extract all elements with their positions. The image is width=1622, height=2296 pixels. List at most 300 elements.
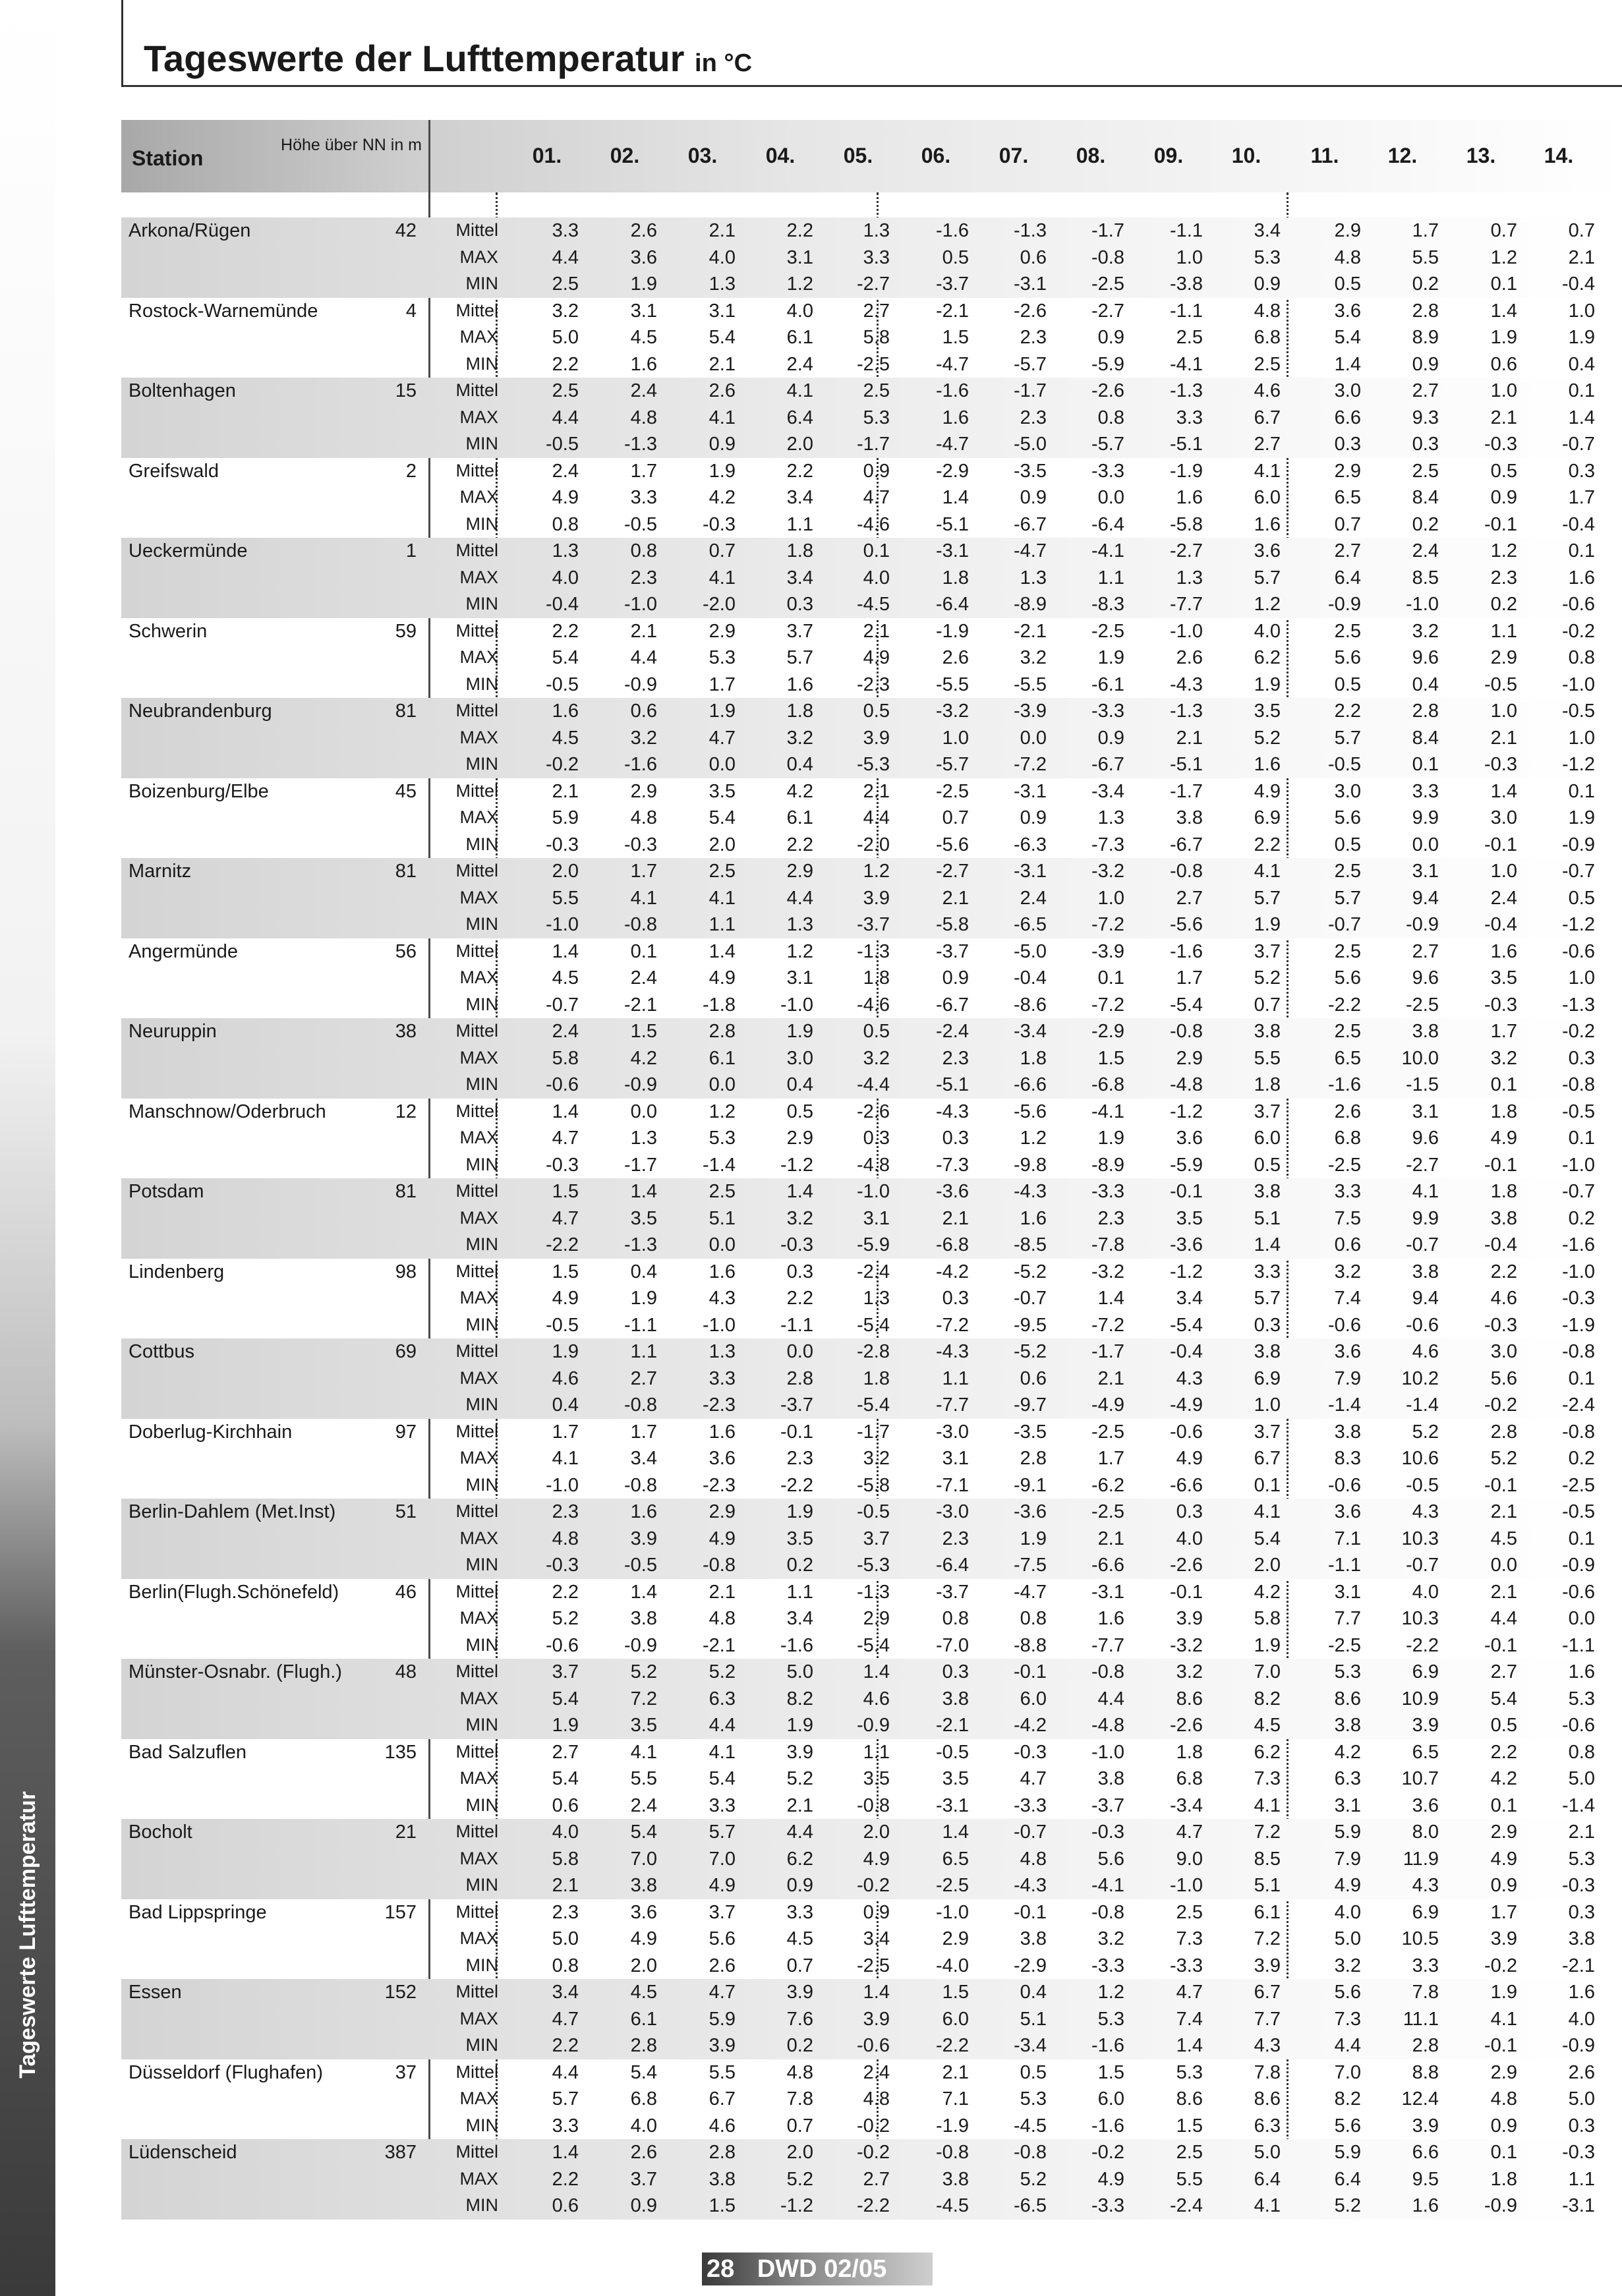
temperature-value: -2.6 <box>1170 1715 1203 1736</box>
temperature-value: -3.4 <box>1170 1794 1203 1816</box>
temperature-value: 4.9 <box>1490 1848 1517 1870</box>
temperature-value: -5.2 <box>1014 1341 1047 1362</box>
temperature-value: 1.0 <box>1568 967 1595 989</box>
temperature-value: 0.8 <box>630 540 657 561</box>
temperature-value: 3.1 <box>1334 1794 1361 1816</box>
temperature-value: 1.2 <box>709 1101 736 1122</box>
temperature-value: 3.4 <box>630 1448 657 1469</box>
temperature-value: 3.5 <box>630 1207 657 1229</box>
temperature-value: 5.3 <box>1097 2008 1124 2030</box>
temperature-value: -1.0 <box>1170 1875 1203 1896</box>
temperature-value: 2.2 <box>786 1288 813 1309</box>
temperature-value: -5.8 <box>1170 513 1203 535</box>
temperature-value: 4.9 <box>552 487 579 508</box>
temperature-value: 1.2 <box>1254 594 1281 615</box>
table-row-min <box>0 2113 1622 2140</box>
temperature-value: 2.7 <box>1334 540 1361 561</box>
temperature-value: 6.5 <box>1412 1741 1439 1763</box>
temperature-value: 5.2 <box>709 1661 736 1682</box>
temperature-value: 8.4 <box>1412 727 1439 749</box>
temperature-value: 2.8 <box>709 1021 736 1042</box>
temperature-value: 2.5 <box>552 273 579 295</box>
temperature-value: 4.3 <box>709 1288 736 1309</box>
temperature-value: 5.4 <box>552 647 579 668</box>
row-type-label: Mittel <box>455 1101 498 1121</box>
temperature-value: 2.6 <box>1334 1101 1361 1122</box>
temperature-value: -6.4 <box>936 1555 969 1576</box>
temperature-value: -4.3 <box>1170 674 1203 695</box>
day-header: 04. <box>765 144 796 167</box>
temperature-value: 6.2 <box>786 1848 813 1870</box>
temperature-value: 2.5 <box>552 380 579 401</box>
temperature-value: 2.7 <box>1176 887 1203 909</box>
temperature-value: -0.5 <box>1406 1474 1439 1496</box>
temperature-value: 4.1 <box>630 1741 657 1763</box>
temperature-value: -0.3 <box>1562 2142 1595 2163</box>
row-type-label: MIN <box>465 353 498 374</box>
temperature-value: 2.3 <box>1097 1207 1124 1229</box>
table-row-min <box>0 911 1622 938</box>
temperature-value: 6.5 <box>942 1848 969 1870</box>
temperature-value: -9.8 <box>1014 1154 1047 1176</box>
temperature-value: 2.5 <box>1176 1901 1203 1923</box>
row-type-label: Mittel <box>455 620 498 641</box>
temperature-value: 2.5 <box>1176 2142 1203 2163</box>
temperature-value: -6.7 <box>1014 513 1047 535</box>
temperature-value: -0.8 <box>1562 1421 1595 1443</box>
temperature-value: -5.8 <box>936 914 969 935</box>
row-type-label: Mittel <box>455 780 498 801</box>
temperature-value: 1.1 <box>863 1741 890 1763</box>
temperature-value: -0.7 <box>546 994 579 1016</box>
temperature-value: -0.9 <box>624 674 657 695</box>
temperature-value: 0.2 <box>1490 594 1517 615</box>
temperature-value: 4.9 <box>1254 780 1281 802</box>
temperature-value: 0.2 <box>786 2035 813 2056</box>
temperature-value: 1.1 <box>1490 620 1517 642</box>
temperature-value: 0.2 <box>1412 513 1439 535</box>
temperature-value: 5.3 <box>709 647 736 668</box>
temperature-value: 7.8 <box>1412 1982 1439 2003</box>
table-row-min <box>0 511 1622 538</box>
temperature-value: 5.3 <box>1568 1848 1595 1870</box>
temperature-value: 1.3 <box>552 540 579 561</box>
temperature-value: 3.2 <box>1097 1928 1124 1949</box>
temperature-value: 0.4 <box>1568 353 1595 375</box>
station-name: Manschnow/Oderbruch <box>129 1101 326 1122</box>
temperature-value: -1.0 <box>1562 1154 1595 1176</box>
temperature-value: 0.1 <box>1490 1074 1517 1095</box>
temperature-value: -7.7 <box>1091 1634 1124 1656</box>
temperature-value: -0.3 <box>780 1234 813 1255</box>
row-type-label: MAX <box>459 647 498 667</box>
temperature-value: 6.4 <box>1334 567 1361 588</box>
temperature-value: 1.8 <box>942 567 969 588</box>
day-header: 05. <box>843 144 873 167</box>
temperature-value: 3.2 <box>1334 1261 1361 1282</box>
temperature-value: 4.4 <box>630 647 657 668</box>
temperature-value: -2.5 <box>857 353 890 375</box>
temperature-value: 2.1 <box>1097 1528 1124 1549</box>
row-type-label: MIN <box>465 674 498 694</box>
temperature-value: 6.1 <box>709 1047 736 1069</box>
row-type-label: MAX <box>459 246 498 267</box>
temperature-value: 1.0 <box>1568 727 1595 749</box>
side-label-text: Tageswerte Lufttemperatur <box>14 1791 40 2079</box>
temperature-value: 4.8 <box>709 1608 736 1629</box>
temperature-value: 1.9 <box>786 1021 813 1042</box>
row-type-label: MAX <box>459 1207 498 1228</box>
station-height: 135 <box>384 1741 417 1763</box>
station-name: Greifswald <box>129 460 219 482</box>
temperature-value: 1.2 <box>1020 1128 1047 1149</box>
temperature-value: 3.6 <box>1334 1501 1361 1522</box>
row-type-label: MIN <box>465 1154 498 1174</box>
temperature-value: 1.9 <box>1254 914 1281 935</box>
temperature-value: 1.5 <box>942 1982 969 2003</box>
temperature-value: 0.9 <box>942 967 969 989</box>
table-row-mittel <box>0 858 1622 885</box>
temperature-value: 0.6 <box>1490 353 1517 375</box>
row-type-label: MIN <box>465 434 498 453</box>
temperature-value: 4.0 <box>863 567 890 588</box>
temperature-value: 3.7 <box>786 620 813 642</box>
temperature-value: -1.7 <box>857 1421 890 1443</box>
temperature-value: 4.6 <box>1412 1341 1439 1362</box>
temperature-value: 0.5 <box>1334 273 1361 295</box>
station-height: 81 <box>395 1181 417 1202</box>
temperature-value: 2.7 <box>552 1741 579 1763</box>
temperature-value: 0.5 <box>942 246 969 268</box>
temperature-value: 2.1 <box>709 353 736 375</box>
table-row-min <box>0 751 1622 778</box>
temperature-value: -4.4 <box>857 1074 890 1095</box>
temperature-value: 3.5 <box>630 1715 657 1736</box>
temperature-value: -1.2 <box>1562 914 1595 935</box>
temperature-value: 0.3 <box>1334 434 1361 455</box>
temperature-value: -5.1 <box>936 513 969 535</box>
temperature-value: 4.3 <box>1176 1367 1203 1389</box>
station-height: 38 <box>395 1021 417 1042</box>
temperature-value: 2.5 <box>1176 327 1203 348</box>
temperature-value: 3.9 <box>863 2008 890 2030</box>
temperature-value: -0.1 <box>1484 1474 1517 1496</box>
temperature-value: 7.3 <box>1176 1928 1203 1949</box>
temperature-value: 4.9 <box>709 1875 736 1896</box>
temperature-value: 6.4 <box>1334 2168 1361 2190</box>
temperature-value: -1.7 <box>1170 780 1203 802</box>
temperature-value: 2.4 <box>552 1021 579 1042</box>
temperature-value: 0.3 <box>1254 1314 1281 1336</box>
temperature-value: 3.4 <box>786 487 813 508</box>
row-type-label: Mittel <box>455 2142 498 2162</box>
row-type-label: MAX <box>459 967 498 987</box>
temperature-value: 2.9 <box>630 780 657 802</box>
temperature-value: -3.5 <box>1014 1421 1047 1443</box>
temperature-value: -1.1 <box>780 1314 813 1336</box>
temperature-value: -0.2 <box>857 2142 890 2163</box>
temperature-value: 1.9 <box>709 701 736 722</box>
temperature-value: 0.1 <box>863 540 890 561</box>
temperature-value: -8.9 <box>1014 594 1047 615</box>
temperature-value: 1.0 <box>1490 861 1517 882</box>
temperature-value: 3.4 <box>786 567 813 588</box>
temperature-value: 8.5 <box>1412 567 1439 588</box>
temperature-value: 1.6 <box>1568 567 1595 588</box>
temperature-value: 3.3 <box>1412 1955 1439 1976</box>
temperature-value: 7.8 <box>1254 2061 1281 2083</box>
temperature-value: 5.2 <box>1254 967 1281 989</box>
temperature-value: 8.2 <box>1254 1688 1281 1709</box>
temperature-value: 7.3 <box>1254 1768 1281 1789</box>
temperature-value: 4.7 <box>709 727 736 749</box>
temperature-value: -5.1 <box>936 1074 969 1095</box>
temperature-value: -2.2 <box>546 1234 579 1255</box>
temperature-value: 1.8 <box>863 1367 890 1389</box>
row-type-label: MIN <box>465 1715 498 1735</box>
temperature-value: -1.6 <box>936 220 969 241</box>
temperature-value: 5.2 <box>630 1661 657 1682</box>
temperature-value: 3.6 <box>709 1448 736 1469</box>
temperature-value: 4.2 <box>1490 1768 1517 1789</box>
table-row-max <box>0 725 1622 752</box>
temperature-value: 5.6 <box>1334 647 1361 668</box>
row-type-label: Mittel <box>455 1901 498 1922</box>
table-row-min <box>0 271 1622 298</box>
table-row-max <box>0 1045 1622 1072</box>
temperature-value: 6.4 <box>1254 2168 1281 2190</box>
temperature-value: 3.3 <box>786 1901 813 1923</box>
temperature-value: -1.4 <box>1328 1394 1361 1416</box>
temperature-value: 2.6 <box>942 647 969 668</box>
temperature-value: 12.4 <box>1401 2088 1439 2109</box>
row-type-label: MIN <box>465 2195 498 2215</box>
temperature-value: 0.9 <box>863 460 890 482</box>
station-name: Angermünde <box>129 940 239 962</box>
temperature-value: -3.4 <box>1091 780 1124 802</box>
temperature-value: 6.7 <box>1254 1448 1281 1469</box>
temperature-value: 3.8 <box>1097 1768 1124 1789</box>
table-row-min <box>0 1793 1622 1820</box>
temperature-value: -3.7 <box>1091 1794 1124 1816</box>
temperature-value: -1.0 <box>857 1181 890 1202</box>
temperature-value: -4.0 <box>936 1955 969 1976</box>
row-type-label: MIN <box>465 1955 498 1975</box>
temperature-value: 1.8 <box>1490 2168 1517 2190</box>
temperature-value: 4.7 <box>863 487 890 508</box>
temperature-value: -0.4 <box>546 594 579 615</box>
temperature-value: -6.5 <box>1014 2195 1047 2216</box>
temperature-table-body <box>0 217 1622 2220</box>
row-type-label: Mittel <box>455 1581 498 1601</box>
temperature-value: 2.8 <box>1412 2035 1439 2056</box>
temperature-value: 0.1 <box>1412 754 1439 775</box>
temperature-value: 5.9 <box>552 807 579 828</box>
temperature-value: 4.5 <box>786 1928 813 1949</box>
temperature-value: 10.6 <box>1401 1448 1439 1469</box>
temperature-value: 3.9 <box>1412 2115 1439 2137</box>
temperature-value: 8.2 <box>786 1688 813 1709</box>
temperature-value: 0.3 <box>1568 1047 1595 1069</box>
temperature-value: 8.6 <box>1176 2088 1203 2109</box>
temperature-value: 0.7 <box>942 807 969 828</box>
row-type-label: Mittel <box>455 1822 498 1841</box>
temperature-value: 2.2 <box>1490 1741 1517 1763</box>
temperature-value: 1.6 <box>786 674 813 695</box>
temperature-value: 3.7 <box>863 1528 890 1549</box>
table-row-mittel <box>0 298 1622 325</box>
temperature-value: -1.4 <box>1562 1794 1595 1816</box>
temperature-value: -0.7 <box>1014 1288 1047 1309</box>
temperature-value: 3.2 <box>786 1207 813 1229</box>
temperature-value: -0.7 <box>1562 1181 1595 1202</box>
temperature-value: 0.3 <box>1568 1901 1595 1923</box>
day-header: 12. <box>1387 144 1418 167</box>
table-row-mittel <box>0 1338 1622 1365</box>
temperature-value: -2.2 <box>857 2195 890 2216</box>
temperature-value: -1.1 <box>624 1314 657 1336</box>
temperature-value: 1.3 <box>863 1288 890 1309</box>
temperature-value: -0.5 <box>857 1501 890 1522</box>
temperature-value: -0.8 <box>624 1474 657 1496</box>
temperature-value: 3.0 <box>1490 1341 1517 1362</box>
temperature-value: 0.4 <box>1020 1982 1047 2003</box>
temperature-value: 1.7 <box>630 861 657 882</box>
temperature-value: -0.9 <box>624 1634 657 1656</box>
row-type-label: MIN <box>465 834 498 854</box>
temperature-value: 3.3 <box>1176 407 1203 428</box>
temperature-value: -3.3 <box>1091 2195 1124 2216</box>
temperature-value: -4.3 <box>936 1101 969 1122</box>
temperature-value: 3.6 <box>1334 1341 1361 1362</box>
temperature-value: 0.3 <box>1568 460 1595 482</box>
temperature-value: 1.7 <box>1412 220 1439 241</box>
row-type-label: Mittel <box>455 1341 498 1361</box>
temperature-value: 3.2 <box>863 1047 890 1069</box>
station-height: 387 <box>384 2142 417 2163</box>
temperature-value: -5.8 <box>857 1474 890 1496</box>
table-row-max <box>0 805 1622 832</box>
table-row-max <box>0 484 1622 511</box>
temperature-value: 2.1 <box>1568 1822 1595 1843</box>
temperature-value: 3.2 <box>552 300 579 322</box>
temperature-value: 3.9 <box>786 1741 813 1763</box>
temperature-value: 4.7 <box>1176 1822 1203 1843</box>
temperature-value: 5.2 <box>1412 1421 1439 1443</box>
temperature-value: -3.2 <box>1170 1634 1203 1656</box>
temperature-value: 6.8 <box>630 2088 657 2109</box>
temperature-value: -0.3 <box>546 1154 579 1176</box>
temperature-value: -2.7 <box>1406 1154 1439 1176</box>
temperature-value: 2.1 <box>786 1794 813 1816</box>
row-type-label: Mittel <box>455 2061 498 2082</box>
temperature-value: -5.4 <box>857 1394 890 1416</box>
temperature-value: 1.6 <box>709 1261 736 1282</box>
station-row-group <box>0 2059 1622 2140</box>
temperature-value: -3.1 <box>936 1794 969 1816</box>
temperature-value: 3.1 <box>786 967 813 989</box>
station-row-group <box>0 1099 1622 1179</box>
temperature-value: 3.8 <box>630 1608 657 1629</box>
temperature-value: -4.8 <box>1091 1715 1124 1736</box>
station-name: Boltenhagen <box>129 380 236 401</box>
temperature-value: -0.5 <box>1562 1501 1595 1522</box>
temperature-value: -0.6 <box>1562 1715 1595 1736</box>
temperature-value: 3.1 <box>786 246 813 268</box>
table-row-max <box>0 645 1622 672</box>
station-row-group <box>0 378 1622 458</box>
temperature-value: 7.0 <box>1254 1661 1281 1682</box>
station-height: 98 <box>395 1261 417 1282</box>
temperature-value: -1.2 <box>780 2195 813 2216</box>
temperature-value: 3.0 <box>1490 807 1517 828</box>
temperature-value: -0.5 <box>546 1314 579 1336</box>
temperature-value: 4.8 <box>630 807 657 828</box>
table-row-min <box>0 1232 1622 1259</box>
temperature-value: 9.3 <box>1412 407 1439 428</box>
temperature-value: 0.6 <box>1334 1234 1361 1255</box>
temperature-value: -0.6 <box>546 1634 579 1656</box>
temperature-value: 6.5 <box>1334 1047 1361 1069</box>
temperature-value: 0.3 <box>863 1128 890 1149</box>
temperature-value: 2.8 <box>709 2142 736 2163</box>
temperature-value: -2.5 <box>1091 273 1124 295</box>
row-type-label: MAX <box>459 327 498 347</box>
temperature-value: 0.3 <box>942 1128 969 1149</box>
temperature-value: -2.6 <box>857 1101 890 1122</box>
temperature-value: 4.9 <box>863 647 890 668</box>
temperature-value: 0.0 <box>709 1074 736 1095</box>
row-type-label: MAX <box>459 727 498 747</box>
temperature-value: -3.1 <box>1562 2195 1595 2216</box>
temperature-value: -9.1 <box>1014 1474 1047 1496</box>
temperature-value: -5.7 <box>936 754 969 775</box>
table-row-max <box>0 965 1622 992</box>
temperature-value: -0.3 <box>1484 434 1517 455</box>
temperature-value: 8.6 <box>1254 2088 1281 2109</box>
temperature-value: 1.4 <box>709 940 736 962</box>
temperature-value: -0.9 <box>1328 594 1361 615</box>
temperature-value: 6.8 <box>1176 1768 1203 1789</box>
temperature-value: 2.2 <box>786 220 813 241</box>
temperature-value: 5.0 <box>552 327 579 348</box>
temperature-value: 2.9 <box>1490 647 1517 668</box>
temperature-value: 2.9 <box>863 1608 890 1629</box>
temperature-value: 3.8 <box>1412 1021 1439 1042</box>
temperature-value: 5.1 <box>1020 2008 1047 2030</box>
temperature-value: 4.8 <box>863 2088 890 2109</box>
temperature-value: 2.1 <box>1568 246 1595 268</box>
temperature-value: -2.5 <box>857 1955 890 1976</box>
temperature-value: -0.6 <box>1562 1581 1595 1603</box>
temperature-value: -8.9 <box>1091 1154 1124 1176</box>
temperature-value: 3.8 <box>1334 1715 1361 1736</box>
table-row-max <box>0 1205 1622 1232</box>
temperature-value: 3.9 <box>1490 1928 1517 1949</box>
temperature-value: 3.3 <box>709 1367 736 1389</box>
temperature-value: -1.5 <box>1406 1074 1439 1095</box>
temperature-value: -2.3 <box>703 1474 736 1496</box>
table-row-max <box>0 2006 1622 2033</box>
temperature-value: 3.2 <box>1412 620 1439 642</box>
row-type-label: MAX <box>459 2168 498 2189</box>
temperature-value: -2.3 <box>857 674 890 695</box>
temperature-value: 5.4 <box>630 2061 657 2083</box>
table-row-max <box>0 2086 1622 2113</box>
temperature-value: 3.1 <box>630 300 657 322</box>
temperature-value: 2.4 <box>630 380 657 401</box>
temperature-value: -5.1 <box>1170 434 1203 455</box>
